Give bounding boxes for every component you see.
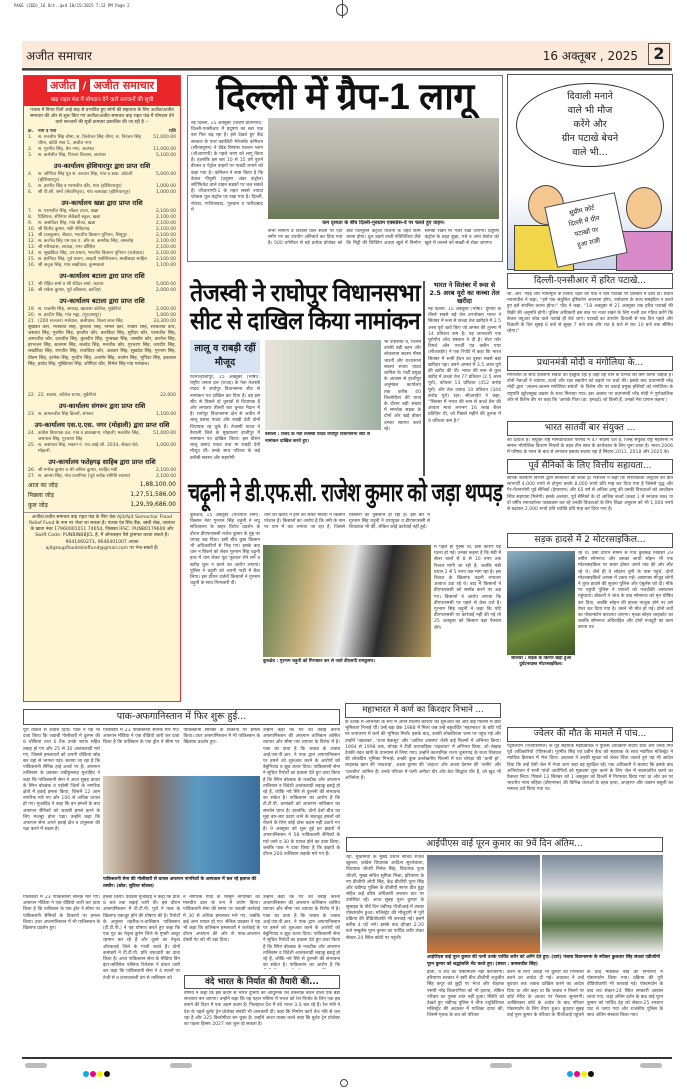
donor-amount: 2,000.00 — [155, 306, 176, 312]
brand-ajit: अजीत — [47, 79, 79, 92]
speech-bubble — [516, 83, 664, 167]
column-rule — [423, 281, 425, 476]
donor-amount: 2,100.00 — [155, 256, 176, 262]
donor-name: (200 सज्जन) मत्तेवाल, अलीवाल, किला लाल सिंह — [38, 318, 123, 324]
brief-body: श्री. आर. गवई और न्यायमूर्ति के विनोद चंद्रन की पीठ ने ग्रीन पटाखों पर प्रतिबंध में ढील दी। प्रधान न्यायाधीश ने कहा, ''हमें एक संतुलित दृष्टिकोण अपनाना होगा, पर्यावरण के साथ समझौता न करते हुए इसे संयमित करना होगा।'' पीठ ने कहा, ''18 अक्तूबर से 21 अक्तूबर तक हरित पटाखों की बिक्री की अनुमति होगी। पुलिस अधिकारी इस बात पर नजर रखने के लिए गश्ती दल गठित करेंगे कि केवल क्यूआर कोड वाले पटाखे ही बेचे जाएं। पटाखों का उपयोग दिवाली से एक दिन पहले और दिवाली के दिन सुबह 6 बजे से सुबह 7 बजे तक और रात 8 बजे से रात 10 बजे तक सीमित रहेगा।'' — [507, 292, 673, 335]
donor-number: 1. — [28, 134, 33, 140]
newspaper-name: अजीत समाचार — [26, 49, 92, 63]
donor-number: 15. — [28, 256, 36, 262]
registration-mark-icon — [336, 4, 348, 16]
donor-number: 16. — [28, 262, 36, 268]
donor-number: 20. — [28, 312, 36, 318]
karna-body: के दशक में अभिनेता के रूप में अपने फिल्मी कैरियर की शुरुआत की और कई फिल्मों में छोटे भूमिकाएं निभाई थीं। उन्हें बड़ा ब्रेक 1988 में मिला जब उन्हें बहुचर्चित 'महाभारत' के छोटे पर्दे पर रूपांतरण में कर्ण की भूमिका मिली। इसके बाद, उनकी लोकप्रियता चरम पर पहुंच गई और उन्होंने 'तहलका', 'राजा बेकसूर' और 'आतिश आसमां' जैसी कई फिल्मों में अभिनय किया। 1994 से 1998 तक, चोपड़ा ने टीवी धारावाहिक 'चंद्रकांता' में अभिनय किया, जो लेखक देवकी नंदन खत्री के उपन्यास से लिया गया। उन्होंने काल्पनिक राज्य चुनारगढ़ के राजा शिवदत्त की लोकप्रिय भूमिका निभाई। उनकी कुछ उल्लेखनीय फिल्मों में यश चोपड़ा की 'कभी हां', शाहरुख खान की 'बादशाह', अक्षय कुमार की 'अंदाज' और अजय देवगन की 'जमीर' और 'दलजीत' शामिल हैं। उनके परिवार में पत्नी अनीता धीर और बेटा सिद्धांत धीर हैं, जो खुद भी अभिनेता हैं। — [345, 720, 501, 781]
donor-amount: 2,100.00 — [155, 232, 176, 238]
pak-body-4: ने नागरिक गांवों के मासूम नागरिकों को मानवीय ढाल के रूप में प्रयोग किया। पाकिस्तानी सेना की समय पर जवाबी कार्रवाई में 30 से अधिक हमलावर मारे गए, जबकि कई अन्य घायल हो गए। सैनिक प्रवक्ता ने यह भी कहा कि तालिबान हमलावरों ने कार्रवाई के दौरान अफगान की ओर से पाक-अफगान दोस्ती गेट को भी उड़ा दिया। — [183, 895, 260, 944]
ips-body-1: रहा, मुख्यमंत्री के मुख्य प्रधान सचिव राजेश खुल्लर, कांग्रेस विधायक आदित्य सुरजेवाला, विधायक चौधरी निर्मल सिंह, विधायक पूजा चौधरी, मुख्य सचिव सुमिता मिश्रा, हरियाणा के नए डीजीपी ओपी सिंह, केंद्र डीजीपी पूरन सिंह और चंडीगढ़ पुलिस के डीजीपी सागर प्रीत हुड्डा सहित कई वरिष्ठ अधिकारी श्मशान घाट पर उपस्थित रहे। आज सुबह पूरन कुमार के सुसाइड के नौवें दिन चंडीगढ़ पीजीआई में उनका पोस्टमार्टम हुआ। मजिस्ट्रेट की मौजूदगी में पूरी प्रक्रिया की वीडियोग्राफी भी करवाई गई। इसमें करीब 4 घंटे लगे। इसके बाद दोपहर 2:20 बजे एम्बुलेंस पूरन कुमार का पार्थिव शरीर लेकर सेक्टर-24 स्थित कोठी पर पहुंची। — [346, 855, 424, 941]
vande-bharat-body: वैष्णव ने कहा कि इस कदम से भारत दुनिया को आधुनिक रेल तकनीक बेचने वाला एक बड़ा सप्लायर बन जाएगा। उन्होंने कहा कि यह पहल भविष्य में भारत को रेल निर्यात के लिए एक हब बनाने की दिशा में एक अहम कदम है। फिलहाल देश में वंदे भारत 3.0 चल रहे हैं। रेल मंत्री ने देश के पहले बुलेट ट्रेन प्रोजेक्ट संबंधी भी जानकारी दी। कहा कि निर्माण कार्य तेज गति से चल रहा है और 325 किलोमीटर बन चुका है। उन्होंने आशा व्यक्त करते कहा कि बुलेट ट्रेन प्रोजेक्ट का पहला हिस्सा 2027 तक शुरू हो सकता है। — [184, 991, 340, 1028]
chaduni-caption: कुरुक्षेत्र : गुरनाम चढ़ूनी को गिरफ्तार कर ले जाते डीएसपी रामकुमार। — [263, 659, 376, 664]
grap-caption: कम दृश्यता के बीच दिल्ली-गुरुग्राम एक्सप्रेस-वे पर चलते हुए वाहन। — [322, 220, 445, 226]
donor-row — [24, 153, 180, 159]
donor-number: 17. — [28, 281, 36, 287]
funeral-photo-1 — [427, 855, 540, 953]
tejashwi-caption: वैशाली : राजद के नेता तेजस्वी यादव राघोपुर विधानसभा सीट से नामांकन दाखिल करते हुए। — [265, 432, 371, 444]
vande-bharat-title: वंदे भारत के निर्यात की तैयारी की... — [184, 975, 340, 989]
donor-name: कांग्रेस विधायक दल, गांव व डाकखाना, मोहाली; मलकीत सिंह, जसपाल सिंह, गुरचरण सिंह — [38, 430, 140, 442]
donor-amount: 1,000.00 — [155, 189, 176, 195]
donor-number: 26. — [28, 467, 36, 473]
previous-total — [24, 490, 180, 500]
donor-number: 18. — [28, 287, 36, 293]
donor-amount: 1,000.00 — [155, 183, 176, 189]
donor-amount: 5,000.00 — [155, 171, 176, 177]
donor-name: स. हरदीप सिंह, गांव भट्टा, (गुरदासपुर) — [38, 312, 102, 318]
donor-row — [24, 412, 180, 418]
donor-name: स. हरमीत सिंह व परमजीत कौर, गांव (होशियारपुर) — [38, 183, 122, 189]
paper-line: पटाखों पर — [573, 225, 600, 239]
donor-row — [24, 172, 180, 184]
donor-row — [24, 190, 180, 196]
grap-body: सभी निर्माण व विध्वंस वाले स्थलों पर एंटी स्मॉग गन का उपयोग अनिवार्य कर दिया गया है। 500 वर्गमीटर से बड़े प्रत्येक प्रोजेक्ट को डस्ट पोल्यूशन कंट्रोल योजना के तहत काम करना होगा। धूल उड़ाने वाली गतिविधियां जैसे कि मिट्टी की शिफ्टिंग अथवा खुले में निर्माण सामग्री रखने पर नजर रखी जाएगी। प्रदूषण कंट्रोल के तहत कूड़ा, पत्ते व अन्य वेस्टेज को खुले में जलाने को सख्ती से रोका जाएगा। — [268, 229, 499, 247]
brief-title: ज्वेलर की मौत के मामले में पांच... — [507, 727, 673, 742]
donor-name: स. जसपाल सिंह, मकान नं. एच.आई.जी. 3034, सेक्टर 66 मोहाली — [38, 442, 138, 454]
donor-number: 2. — [28, 146, 33, 152]
footer-rule — [22, 1057, 672, 1059]
donor-amount: 2,100.00 — [155, 238, 176, 244]
bubble-line: वाले भी मौज — [567, 105, 613, 116]
cartoon-man-right — [626, 187, 662, 229]
donor-row — [24, 319, 180, 325]
karna-title: महाभारत में कर्ण का किरदार निभाने ... — [345, 703, 501, 718]
paper-line: सुप्रीम कोर्ट — [568, 203, 596, 218]
tejashwi-body-2: भी उपस्थित थे, जिनमें उनकी बड़ी बहन और लोकसभा सदस्य मीसा भारती और राज्यसभा सदस्य संजय यादव शामिल थे। पार्टी प्रमुख के आवास से हाजीपुर अनुमंडल कार्यालय तक करीब 40 किलोमीटर की यात्रा के दौरान बड़ी संख्या में समर्थक सड़क के दोनों ओर खड़े होकर उनका स्वागत करते रहे। — [384, 340, 421, 432]
brief-body: सैनिक कल्याण विभाग द्वारा संचालित की जाती है। मंत्रालय ने कहा कि निराश्रितता अनुदान को प्रति लाभार्थी 4,000 रुपये से दोगुना करके 8,000 रुपये प्रति माह कर दिया गया है जिससे वृद्ध और गैर-पेंशनभोगी पूर्व सैनिकों (ईएसएम) और 65 वर्ष से अधिक आयु की उनकी विधवाओं को आजीवन स्थिर सहायता मिलेगी। इसके अलावा, पूर्व सैनिकों के दो आश्रित बच्चों (कक्षा 1 से स्नातक तक) या दो वर्षीय स्नातकोत्तर पाठ्यक्रम कर रहे उनकी विधवाओं के लिए शिक्षा अनुदान को भी 1,000 रुपये से बढ़ाकर 2,000 रुपये प्रति व्यक्ति प्रति माह कर दिया गया है। — [507, 476, 673, 513]
paper-line: दिल्ली में ग्रीन — [568, 214, 601, 229]
tejashwi-subhead: लालू व राबड़ी रहीं मौजूद — [190, 340, 260, 373]
donor-amount: 2,100.00 — [155, 220, 176, 226]
issue-date: 16 अक्तूबर , 2025 — [542, 49, 638, 63]
donor-number: 6. — [28, 189, 33, 195]
brief-body: को दर्शाता है। संयुक्त राष्ट्र मानवाधिकार परिषद में 47 सदस्य देश हैं, जिन्हें संयुक्त राष्ट्र महासभा में समान भौगोलिक वितरण नियमों के तहत तीन साल के कार्यकाल के लिए चुना जाता है। भारत 2006 में परिषद के गठन के बाद से लगातार इसका सदस्य रहा है सिवाय 2011, 2018 और 2025 के। — [507, 438, 673, 456]
donor-name: श्री विनोद कुमार, मंडी गोबिंदगढ़ — [38, 226, 90, 232]
page-header — [22, 41, 672, 67]
donor-amount: 33,300.00 — [153, 318, 176, 324]
brief-title: प्रधानमंत्री मोदी व मंगोलिया के... — [507, 356, 673, 371]
brief-body: रहे थे। उसी दौरान सामने से गांव कुक्कड़ निवासी 29 वर्षीय सोमनाथ और उसका साथी सोहन भी एक मोटरसाइकिल पर सवार होकर अपने गांव की ओर लौट रहे थे। जैसे ही वे लोहारा चुंगी के पास पहुंचे, दोनों मोटरसाइकिलें आपस में टकरा गईं। आसपास मौजूद लोगों ने तुरंत हादसे की सूचना पुलिस और एंबुलेंस को दी। मौके पर पहुंची पुलिस ने घायलों को नजदीकी अस्पताल पहुंचाया। डॉक्टरों ने जांच के बाद सोमनाथ को मृत घोषित कर दिया, जबकि सोहन की हालत नाजुक होने पर उसे रेफर कर दिया गया है। उसने भी मौत हो गई। दोनों शवों का पोस्टमार्टम करवाया जाएगा। मृतक सोहन शाहकोट का जबकि सोमनाथ अविवाहित और दोनों मजदूरी का काम करता था। — [578, 551, 673, 631]
donor-name: स. सुखविंदर सिंह, उप-प्रधान, भारतीय किसान यूनियन (राजेवाल) — [38, 250, 144, 256]
chaduni-body-3: में पहले ही गुस्सा था, इसी कारण यह घटना हो गई। उनका कहना है कि मंडी में सेलर वालों से 8 से 10 रुपए तक रिश्वत मांगी जा रही है, जबकि मंडी प्रधान 2 से 5 रुपए तक मांग रहा है। इस रिश्वत के खिलाफ चढ़ूनी लगातार आवाज उठा रहे थे। बाद में किसानों ने डीएफएससी को सस्पेंड करने पर अड़ गए। किसानों ने आरोप लगाया कि डीएफएससी पर पहले से केस दर्ज है। गुरनाम सिंह चढ़ूनी ने कहा कि यदि डीएफएससी पर कार्रवाई नहीं की गई तो 25 अक्तूबर को किसान बड़ा फैसला लेंगे। — [434, 545, 501, 631]
donor-row — [24, 263, 180, 269]
prev-value: 1,27,51,586.00 — [130, 490, 176, 498]
donor-name: स. जसविंदर सिंह, गांव बीजा, खन्ना — [38, 220, 96, 226]
ips-caption: आईपीएस वाई पूरन कुमार की पत्नी उनके पार्थिव शरीर को अग्नि देते हुए। (दाएं) पंजाब विधानसभा के स्पीकर कुलतार सिंह संधवां एडीजीपी पूरन कुमार को श्रद्धांजलि भेंट करते हुए। (छाया : कमलजीत सिंह) — [427, 955, 660, 967]
donor-row — [24, 474, 180, 480]
donor-name: स. राजबीर सिंह, अध्यक्ष, खालसा कॉलेज, मुकेरियां — [38, 306, 121, 312]
donor-name: श्री गरीबदास, अध्यक्ष, नगर कौंसिल — [38, 244, 96, 250]
prev-label: पिछला जोड़ — [28, 491, 54, 499]
grap-lead: नई दिल्ली, 15 अक्तूबर (विशेष प्रतिनिधि): दिल्ली-एनसीआर में प्रदूषण का स्तर एक बार फिर बढ़ रहा है। इसे देखते हुए केंद्र सरकार के एयर क्वालिटी मैनेजमेंट कमिशन (सीएक्यूएम) ने ग्रेडेड रिस्पांस एक्शन प्लान (जीआरएपी) के पहले चरण को लागू किया है। हालांकि इस बार 10 से 15 वर्ष पुराने डीजल व पेट्रोल वाहनों पर पाबंदी लगाने को कहा गया है। कमिशन ने स्पष्ट किया है कि केवल पीयूसी (प्रदूषण अंडर कंट्रोल) सर्टिफिकेट वाले वाहन सड़कों पर चल सकते हैं। जीआरएपी-1 के तहत सबसे ज्यादा फोकस धूल कंट्रोल पर रखा गया है। दिल्ली, नोएडा, गाजियाबाद, गुरुग्राम व फरीदाबाद में — [191, 121, 263, 213]
chaduni-body-1: कुरुक्षेत्र, 15 अक्तूबर (राजपाल शर्मा): किसान नेता गुरनाम सिंह चढ़ूनी ने लघु सचिवालय के बाहर विरोध प्रदर्शन के दौरान डीएफएससी राजेश कुमार के मुंह पर थप्पड़ जड़ दिया। इसी बीच कुछ किसान भी अधिकारियों से भिड़ गए। इसके बाद धान न बिकने को लेकर गुरनाम सिंह चढ़ूनी हाथ में धान लेकर फूट फूटकर रोने लगे व खरीद शुरू न करने का आरोप लगाया। पुलिस ने चढ़ूनी को अपनी गाड़ी में बैठा लिया। इस दौरान दर्जनों किसानों ने गुरनाम चढ़ूनी के साथ गिरफ्तारी दी। — [190, 513, 260, 587]
pak-body-5: उन्होंने कहा कि गेट को तबाह करना अफगानिस्तान की अफगान तालिबान शासित व्यापार और सीमा पार व्यापार के विरोध में है। पाक का दावा है कि जवाब के जवाब आई.एस.पी.आर. ने पाक द्वारा अफगानिस्तान पर हमले को शुरुआत करने के आरोपों को बेबुनियाद व झूठ करार दिया। पाकिस्तानी सेना ने सूचित रिपोर्टों का हवाला देते हुए दावा किया है कि स्पिन बोल्डक के नजदीक और अफगान तालिबान व विदेशी आतंकवादी लड़ाकू इकट्ठे हो रहे हैं, जोकि नये सिरे से दुश्मनी की संभावना का संकेत है। पाकिस्तान का आरोप है कि टी.टी.पी. कमांडरों को अफगान तालिबान का समर्थन प्राप्त है। हालांकि, दोनों देशों बीच का मुद्दा बार-बार उठाए जाने के बावजूद हमलों को रोकने के लिए कोई ठोस कदम नहीं उठाये गए हैं। 9 अक्तूबर को शुरू हुई इन झड़पों में अफगानिस्तान ने 58 पाकिस्तानी सैनिकों के मारे जाने व 30 के घायल होने का दावा किया, जबकि पाक ने दावा किया है कि झड़पों के दौरान 200 तालिबान लड़ाके मारे गए हैं। — [263, 728, 340, 858]
pak-body-1: पूरी ताकत से जवाब दिया। पाक ने यह भी दावा किया कि जवाबी गोलीबारी में दुश्मन की 8 चौकियां तथा 6 टैंक उनके स्टाफ सहित तबाह हो गए और 25 से 30 आतंकवादी मारे गए, जिससे हमलावरों को अपनी चौकियां छोड़ कर वहां से भागना पड़ा। बताया जा रहा है कि पाकिस्तानी सैनिक हाई अलर्ट पर हैं। अफगान तालिबान के प्रवक्ता जबीहुल्लाह मुजाहिद ने कहा कि पाकिस्तानी सेना ने आज सुबह कंधार के स्पिन बोल्डक व पड़ोसी जिलों के नागरिक क्षेत्रों में हवाई हमला किया, जिसमें 12 आम नागरिक मारे गए और 100 से अधिक घायल हो गए। मुजाहिद ने कहा कि इन हमलों के बाद अफगान सैनिकों को जवाबी हमले करने के लिए मजबूर होना पड़ा। उन्होंने कहा कि अफगान सेना अपने हवाई क्षेत्र व प्रभुसत्ता की रक्षा करने में सक्षम है। — [23, 728, 100, 833]
donor-name: प्रिंसिपल, सीनियर सेकेंडरी स्कूल, खन्ना — [38, 214, 101, 220]
donor-row — [24, 135, 180, 147]
tejashwi-headline-2: सीट से दाखिल किया नामांकन — [190, 308, 421, 335]
brand-ajit-samachar: अजीत समाचार — [90, 79, 157, 92]
grap-headline: दिल्ली में ग्रैप-1 लागू — [216, 76, 474, 117]
donor-amount: 2,100.00 — [155, 244, 176, 250]
nomination-photo — [265, 340, 381, 430]
brief-title: दिल्ली-एनसीआर में हरित पटाखे... — [507, 273, 673, 289]
brief-title: पूर्व सैनिकों के लिए वित्तीय सहायता... — [507, 459, 673, 474]
donor-amount: 5,000.00 — [155, 281, 176, 287]
donor-name: स. कमलजीत सिंह ढिल्लों, संगरूर — [38, 411, 94, 417]
donor-number: 22. — [28, 392, 36, 398]
registration-mark-icon — [340, 1079, 348, 1087]
donor-name: श्री मनोज कुमार व श्री अनिल कुमार, सरहिंद मंडी — [38, 467, 118, 473]
donor-number: 19. — [28, 306, 36, 312]
brief-title: सड़क हादसे में 2 मोटरसाइकिल... — [507, 533, 673, 548]
section-title: उप-कार्यालय बटाला द्वारा प्राप्त राशि — [59, 271, 145, 280]
col-name: नाम व पता — [38, 128, 57, 134]
donor-name: स. मनजीत सिंह चीमा, स. त्रिलोचन सिंह चीमा, स. निरंजन सिंह चीमा, कोठी नंबर 5, अजीत नगर — [38, 134, 141, 146]
pak-body-5b: उन्होंने कहा कि गेट को तबाह करना अफगानिस्तान की अफगान तालिबान शासित व्यापार और सीमा पार व्यापार के विरोध में है। पाक का दावा है कि जवाब के जवाब आई.एस.पी.आर. ने पाक द्वारा अफगानिस्तान पर हमले को शुरुआत करने के आरोपों को बेबुनियाद व झूठ करार दिया। पाकिस्तानी सेना ने सूचित रिपोर्टों का हवाला देते हुए दावा किया है कि स्पिन बोल्डक के नजदीक और अफगान तालिबान व विदेशी आतंकवादी लड़ाकू इकट्ठे हो रहे हैं, जोकि नये सिरे से दुश्मनी की संभावना का संकेत है। पाकिस्तान का आरोप है कि — [263, 895, 340, 969]
hospital-photo — [103, 776, 260, 874]
donor-name: स. परमजीत सिंह, मॉडल टाउन, खन्ना — [38, 208, 99, 214]
pak-afghan-title: पाक-अफगानिस्तान में फिर शुरू हुई... — [23, 709, 340, 725]
paper-line: हुआ राजी — [576, 236, 601, 250]
donor-row — [24, 431, 180, 443]
donor-amount: 22,000 — [160, 392, 176, 398]
donor-number: 12. — [28, 238, 36, 244]
relief-intro: पंजाब में विगत दिनों आई बाढ़ से प्रभावित हुए लोगों की सहायता के लिए अजीत/अजीत समाचार की ओर से शुरू किए गए अजीत/अजीत समाचार बाढ़ राहत फंड में योगदान देने वाले सज्जनों की सूची क्रमवार प्रकाशित की जा रही है :- — [30, 108, 174, 126]
cmyk-swatches — [567, 1062, 595, 1081]
col-no: क्र. — [28, 128, 34, 134]
donor-amount: 51,000.00 — [153, 430, 176, 436]
donor-amount: 1,100.00 — [155, 262, 176, 268]
today-label: आज का जोड़ — [28, 481, 58, 489]
header-rule — [22, 68, 672, 71]
ips-title: आईपीएस वाई पूरन कुमार का 9वें दिन अंतिम... — [346, 837, 663, 852]
donor-number: 14. — [28, 250, 36, 256]
bubble-line: दिवाली मनाने — [567, 91, 613, 102]
donor-name: स. हरमिंदर सिंह, पूर्व प्रधान, आढ़ती एसोसिएशन, माछीवाड़ा साहिब — [38, 256, 147, 262]
donor-number: 13. — [28, 244, 36, 250]
donor-amount: 51,000.00 — [153, 134, 176, 140]
pak-photo-caption: पाकिस्तानी सेना की गोलीबारी से घायल अफगान नागरिकों के अस्पताल में चल रहे इलाज की तस्वीर। (स्रोत: सुविधा सोशल) — [103, 877, 257, 889]
chaduni-body-2: धान की खरीद न होने को लेकर मंडियों में किसान परेशान हैं। किसानों का आरोप है कि नमी के नाम पर धान में कट लगाया जा रहा है, जिससे किसानों को नुकसान हो रहा है। इस बारे में गुरनाम सिंह चढ़ूनी ने उपायुक्त व डीएफएससी से शिकायत भी की, लेकिन कोई कार्रवाई नहीं हुई। — [264, 513, 430, 531]
donor-amount: 1,100.00 — [155, 411, 176, 417]
donor-amount: 2,100.00 — [155, 467, 176, 473]
donor-name: स. करनैल सिंह एम.एल.ए. और स. अमरीक सिंह, अमलोह — [38, 238, 134, 244]
editorial-cartoon — [507, 74, 673, 270]
print-slug: PAGE (CED)_16 Oct..qxd 10/15/2025 7:12 PM Page 2 — [14, 3, 130, 8]
bank-details: अजीत/अजीत समाचार बाढ़ राहत फंड के लिए चेक Ajit/Ajit Samachar Flood Relief Fund के नाम पर भेजा जा सकता है। पंजाब एंड सिंध बैंक, बस्ती शेख, जालंधर के खाता नंबर 17960001011 74654, जिसका IFSC: PUNB0179600 और Swift Code: PUNBINBBJCL है, में ऑनलाइन पैसे ट्रांसफर करवा सकते हैं। 9041460273, 9646401007 अथवा ajitgroupfloodrelieffund@gmail.com पर भेज सकते हैं। — [24, 512, 180, 566]
brief-body: पेट्रोलियम (एचपीसीएल) के पूर्व सहायक महाप्रबंधक ने पुलिस अधिकारी संदीप राठी और उनके मित्र पूर्व अधिकारियों (पीएसओ) गुरमीत सिंह एवं प्रवीन कैथ को सहायक के साथ न्यायिक मजिस्ट्रेट ने न्यायिक हिरासत में भेज दिया। अदालत ने उनकी सुरक्षा को लेकर चिंता जताते हुए यह भी आदेश दिया कि उन्हें ऐसी जेल में भेजा जाए जहां वह सुरक्षित रहें। एक अधिकारी ने बताया कि इसके बाद अभियोजन ने सभी पांचों आरोपियों को मुकदमा शुरू करने के लिए जेल में स्थानांतरित करने का फैसला लिया। पिछले 13 सितंबर को 1 अक्तूबर को दिल्ली में गिरफ्तार किया गया था और उन पर भारतीय न्याय संहिता (बीएनएस) की विभिन्न धाराओं के तहत हत्या, अपहरण और जबरन वसूली का मामला दर्ज किया गया था। — [507, 744, 673, 793]
donor-amount: 2,000.00 — [155, 287, 176, 293]
donor-amount: 2,100.00 — [155, 250, 176, 256]
donor-number: 25. — [28, 442, 36, 448]
pak-body-3: हमला किया। प्रवक्ता मुजाहिद ने कहा कि प्रातः 8 बजे तक लड़ाई जारी थी। इस दौरान अफगानिस्तान में टी.टी.पी. गुटों ने पाक के खिलाफ एकजुट होने की घोषणा की है। रिपोर्टों के अनुसार तहरीक-ए-तालिबान पाकिस्तान (टी.टी.पी.) ने यह घोषणा करते हुए कहा कि एक गुट का नेतृत्व कुर्रम जिले के मुफ्ती अब्दुर रहमान कर रहे हैं और दूसरे का नेतृत्व औरकजई जिले के गाजी करते हैं। दोनों कमांडरों ने टी.टी.पी. प्रति वफादारी का दावा किया है। आज पाकिस्तान सेना के मीडिया विंग इंटर-सर्विसेज पब्लिक रिलेशंस ने बयान जारी कर कहा कि पाकिस्तानी सेना ने 4 स्थानों पर तेजी से व प्रभावशाली ढंग से तालिबान को — [103, 895, 180, 981]
donor-amount: 2,100.00 — [155, 208, 176, 214]
section-title: उप-कार्यालय एस.ए.एस. नगर (मोहाली) द्वारा प्राप्त राशि — [34, 420, 170, 429]
donor-name: श्री राकेश कुमार, पूर्व कौंसलर, कादियां — [38, 287, 101, 293]
tejashwi-headline-1: तेजस्वी ने राघोपुर विधानसभा — [190, 280, 421, 307]
gray-bar — [170, 1063, 192, 1068]
oil-headline: भारत ने सितंबर में रूस से 2.5 अरब यूरो का कच्चा तेल खरीदा — [429, 281, 500, 305]
section-title: उप-कार्यालय खन्ना द्वारा प्राप्त राशि — [61, 198, 143, 207]
funeral-photo-2 — [542, 855, 663, 953]
total-value: 1,29,39,686.00 — [130, 500, 176, 508]
donor-name: स. आत्मा सिंह, गांव तलानिया (पूर्व ब्लॉक समिति सदस्य) — [38, 473, 131, 479]
col-amount: राशि — [168, 128, 176, 134]
section-title: उप-कार्यालय बटाला द्वारा प्राप्त राशि — [59, 296, 145, 305]
donor-number: 5. — [28, 183, 33, 189]
today-total — [24, 480, 180, 490]
donor-name: श्री रोहित शर्मा व श्री रविंदर शर्मा, बटाला — [38, 281, 104, 287]
brief-body: मंगोलिया के साथ दोस्ताना संबंधों का इच्छुक रहा है जहां वह चीन के प्रभाव को कम करना चाहता है। दोनों नेताओं ने व्यापार, ऊर्जा और रक्षा सहयोग को बढ़ाने पर चर्चा की। इसके बाद प्रधानमंत्री नरेंद्र मोदी द्वारा 'आलम-आलम मंगोलिया संबंधों' के विशेष तौर पर बधाई प्रमुख हस्तियों को मंगोलिया के राष्ट्रपति खुरेलसुख उखना के साथ मिलाया गया। इस अवसर पर प्रधानमंत्री नरेंद्र मोदी ने पूर्णकालिक और से विशेष तौर पर कहा कि 'आपके पिता (डा. हमदर्द) जो किसी हैं, उनको मेरा प्रणाम कहना'। — [507, 373, 673, 403]
gray-bar — [640, 1063, 662, 1068]
relief-fund-subtitle: बाढ़ राहत फंड में योगदान देने वाले सज्जनों की सूची — [50, 97, 154, 103]
grand-total — [24, 500, 180, 510]
donor-number: 10. — [28, 226, 36, 232]
pak-body-1b: गोलीबारी में 23 पाकिस्तानी सैनिक मारे गए। अफगान मीडिया ने एक वीडियो जारी कर दावा किया है कि तालिबान के एक ड्रोन ने सीमा पर पाकिस्तानी सैनिकों के ठिकानों पर हमला किया। उधर अफगानिस्तान में भी पाकिस्तान के खिलाफ प्रदर्शन हुए। — [23, 895, 100, 932]
donor-number: 4. — [28, 171, 33, 177]
bubble-line: करेंगे और — [573, 119, 607, 130]
donor-number: 9. — [28, 220, 33, 226]
donor-number: 24. — [28, 430, 36, 436]
donor-name: श्री पी.सी. शर्मा (सेवानिवृत्त), गांव बजवाड़ा (होशियारपुर) — [38, 189, 131, 195]
donor-name: स. गुरमीत सिंह, प्रेम नगर, जालंधर — [38, 146, 95, 152]
brief-title: भारत सातवीं बार संयुक्त ... — [507, 421, 673, 436]
donor-number: 21. — [28, 318, 36, 324]
donor-number: 27. — [28, 473, 36, 479]
gray-bar — [490, 1063, 512, 1068]
pak-body-2: गोलीबारी में 23 पाकिस्तानी सैनिक मारे गए। अफगान मीडिया ने एक वीडियो जारी कर दावा किया है कि तालिबान के एक ड्रोन ने सीमा पर पाकिस्तानी सैनिकों के ठिकानों पर हमला किया। उधर अफगानिस्तान में भी पाकिस्तान के खिलाफ प्रदर्शन हुए। — [103, 728, 260, 746]
ips-body-4: के बाद मेडिकल बोर्ड की निगरानी में पोस्टमार्टम किया गया। प्रक्रिया की पूरी वीडियोग्राफी भी करवाई गई। पोस्टमार्टम के बाद शव सेक्टर-24 स्थित सरकारी आवास लाया गया, जहां अंतिम दर्शन के बाद वाई पूरन कुमार को पार्थिव देह को सेक्टर-25 श्मशान घाट ले जाया गया और राजकीय पुलिस के साथ अंतिम संस्कार किया गया। — [587, 970, 663, 1019]
donor-amount: 2,100.00 — [155, 473, 176, 479]
donor-name: श्री अनुज सिंह, गांव लखोवाल, कुम्मकलां — [38, 262, 105, 268]
donor-name: स. कर्मजीत सिंह, पिपला विलास, जालंधर — [38, 152, 106, 158]
section-title: उप-कार्यालय होशियारपुर द्वारा प्राप्त राशि — [53, 161, 151, 170]
donor-name: स. जोगिंदर सिंह पुत्र स. करतार सिंह, गांव व डाक. कोटली (होशियारपुर) — [38, 171, 133, 183]
today-value: 1,88,100.00 — [139, 480, 176, 488]
donor-amount: 1,000.00 — [155, 312, 176, 318]
page-number: 2 — [648, 43, 670, 65]
donor-number: 23. — [28, 411, 36, 417]
donor-amount: 1,000.00 — [155, 442, 176, 448]
donor-row — [24, 443, 180, 455]
ips-body-3: करने के लिए आग्रह भी कुमार को गिरफ्तार करने का आदेश दी गई। अदालत ने उन्हें बुधवार तक जवाब दाखिल करने का आदेश दिया था और कहा था कि जवाब न मिलने पर कोर्ट मेरिट के आधार पर फैसला सुनाएगी। आखिरकार कोर्ट के आदेश के बाद परिवार पोस्टमार्टम के लिए तैयार हुआ। बुधवार सुबह वाई पूरन कुमार के परिवार के पीजीआई पहुंचने — [507, 970, 584, 1019]
donor-amount: 2,100.00 — [155, 226, 176, 232]
arrest-photo — [263, 545, 431, 657]
ips-body-2: होती, वे शव का पोस्टमार्टम नहीं करवाएंगी। हरियाणा सरकार ने इसी बीच डीजीपी शत्रुजीत सिंह कपूर को छुट्टी पर भेजा और रोहतक एसपी नरेंद्र बिजारणिया को भी हटाया, लेकिन परिवार का गुस्सा शांत नहीं हुआ। स्थिति को देखते हुए चंडीगढ़ पुलिस ने चीफ ज्यूडिशियल मजिस्ट्रेट की अदालत में याचिका दायर की, जिसमें मृतक के शव को परिवार — [427, 970, 504, 1019]
traffic-photo — [268, 118, 499, 219]
donor-names: सुखवंत कौर, मलकीत सिंह, कुलवंत सिंह, निर्मल कौर, रघबीर सिंह, सरबजीत कौर, जसवंत सिंह, गुरमीत सिंह, हरजीत कौर, बलविंदर सिंह, सुरिंदर कौर, परमजीत सिंह, अमरजीत कौर, दलजीत सिंह, कुलदीप सिंह, गुरबख्श सिंह, जसबीर कौर, करनैल सिंह, हरभजन सिंह, सतनाम सिंह, बलदेव सिंह, मनजीत कौर, गुरचरण सिंह, जगदीप सिंह, लखविंदर सिंह, रणजीत सिंह, राजविंदर कौर, अवतार सिंह, सुखदेव सिंह, गुरनाम सिंह, प्रीतम सिंह, हरनेक सिंह, गुरदीप सिंह, अजमेर सिंह, तरसेम सिंह, भूपिंदर सिंह, इकबाल सिंह, हरदेव सिंह, मुख्तियार सिंह, जोगिंदर कौर, निर्मल सिंह गांव मत्तेवाल। — [28, 324, 176, 367]
chaduni-headline: चढ़ूनी ने डी.एफ.सी. राजेश कुमार को जड़ा थप्पड़ — [188, 479, 503, 507]
donor-name: श्री राजकुमार, सेक्टर, भारतीय किसान यूनियन, सिधूपुर — [38, 232, 127, 238]
total-label: कुल जोड़ — [28, 501, 48, 509]
donor-name: 22. सदस्य, कॉलेज स्टाफ, मुकेरियां — [38, 392, 97, 398]
section-title: उप-कार्यालय फतेहगढ़ साहिब द्वारा प्राप्त राशि — [48, 457, 156, 466]
gray-bar — [25, 1063, 47, 1068]
relief-fund-box — [23, 75, 181, 702]
relief-fund-header: अजीत / अजीत समाचार बाढ़ राहत फंड में योगदान देने वाले सज्जनों की सूची — [24, 76, 180, 106]
bubble-line: ग्रीन पटाखे बेचने — [561, 133, 619, 144]
donor-amount: 2,100.00 — [155, 214, 176, 220]
donor-number: 8. — [28, 214, 33, 220]
donor-row — [24, 393, 180, 399]
cmyk-swatches — [83, 1062, 111, 1081]
section-title: उप-कार्यालय संगरूर द्वारा प्राप्त राशि — [58, 401, 146, 410]
donor-number: 3. — [28, 152, 33, 158]
tejashwi-body: पटना/हाजीपुर, 15 अक्तूबर (भाषा): राष्ट्रीय जनता दल (राजद) के नेता तेजस्वी यादव ने राघोपुर विधानसभा सीट से नामांकन पत्र दाखिल कर दिया है। वह इस सीट से पिछले दो चुनावों से विधायक हैं और लगातार तीसरी बार चुनाव मैदान में हैं। राघोपुर विधानसभा क्षेत्र से अतीत में लालू प्रसाद यादव और राबड़ी देवी दोनों विधायक रह चुके हैं। तेजस्वी यादव ने वैशाली जिले के मुख्यालय हाजीपुर में नामांकन पत्र दाखिल किया। इस दौरान लालू प्रसाद यादव तथा मां राबड़ी देवी मौजूद थीं। उनके साथ परिवार के कई करीबी सदस्य और सहयोगी — [190, 375, 260, 461]
donor-row — [24, 288, 180, 294]
donor-number: 7. — [28, 208, 33, 214]
donor-amount: 11,000.00 — [153, 146, 176, 152]
bubble-line: वाले भी... — [572, 147, 608, 158]
accident-photo — [507, 551, 575, 655]
donor-amount: 5,100.00 — [155, 152, 176, 158]
oil-body: नई दिल्ली, 15 अक्तूबर (भाषा): दुनिया के तीसरे सबसे बड़े तेल उपभोक्ता भारत ने सितंबर में रूस से कच्चा तेल खरीदने में 2.5 अरब यूरो खर्च किए जो अगस्त की तुलना में 14 प्रतिशत कम है। यह जानकारी एक यूरोपीय शोध संस्थान ने दी है। सेंटर फॉर रिसर्च ऑन एनर्जी एंड क्लीन एयर (सीआरईए) ने एक रिपोर्ट में कहा कि भारत सितंबर में रूसी ईंधन का दूसरा सबसे बड़ा खरीदार रहा। उसने अगस्त में 3.5 अरब यूरो की खरीद की थी। भारत की रूस से कुल खरीद में कच्चा तेल 77 प्रतिशत (2.5 अरब यूरो), कोयला 13 प्रतिशत (452 करोड़ यूरो) और तेल उत्पाद 10 प्रतिशत (344 करोड़ यूरो) रहा। सीआरईए ने कहा, ''सितंबर में भारत की रूस से कच्चे तेल की आयात मात्रा लगभग 16 लाख बैरल प्रतिदिन थी, जो पिछले महीने की तुलना में 9 प्रतिशत कम है।'' — [428, 307, 501, 424]
donor-number: 11. — [28, 232, 36, 238]
accident-caption: जालंधर : सड़क के किनारे खड़ा हुआ दुर्घटनाग्रस्त मोटरसाइकिल। — [510, 656, 572, 667]
